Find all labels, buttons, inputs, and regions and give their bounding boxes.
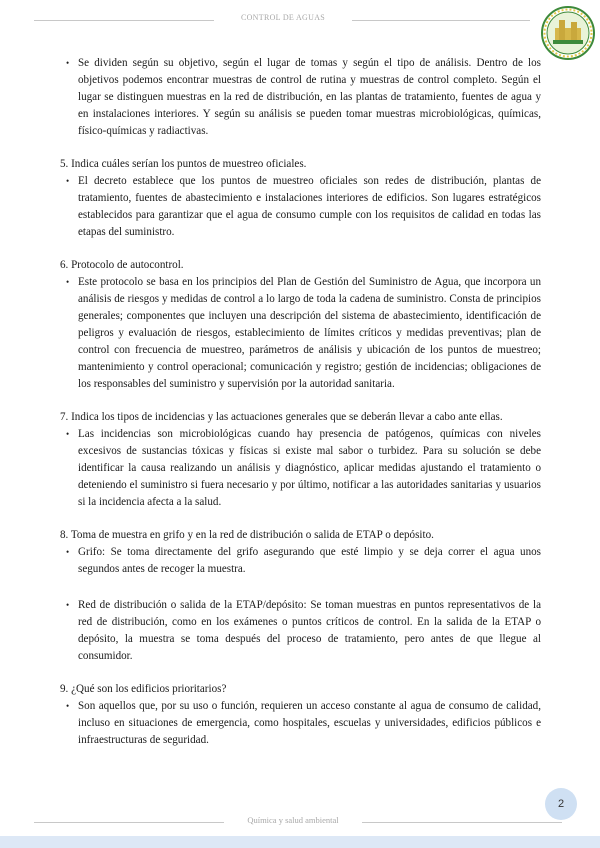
list-item [60, 544, 541, 578]
bullet-text: Las incidencias son microbiológicas cuando hay presencia de patógenos, químicas con niveles excesivos de sustancias tóxicas y físicas si existe mal sabor o turbidez. Para su solución se debe identificar la causa realizando un análisis y diagnóstico, aplicar medidas ajustando el tratamiento o deteniendo el suministro si fuera necesario y por último, notificar a las autoridades sanitarias y usuarios si la incidencia afecta a la salud. [78, 428, 541, 508]
bullet-icon: • [66, 600, 70, 610]
bullet-icon: • [66, 429, 70, 439]
question-title: 6. Protocolo de autocontrol. [60, 259, 184, 271]
bullet-icon: • [66, 277, 70, 287]
list-item [60, 698, 541, 749]
school-logo-icon [541, 6, 595, 60]
document-body [60, 55, 541, 749]
footer-rule-right [362, 822, 562, 823]
footer-rule-left [34, 822, 224, 823]
bullet-icon: • [66, 547, 70, 557]
list-item [60, 274, 541, 393]
page-number-badge: 2 [545, 788, 577, 820]
bottom-band [0, 836, 600, 848]
bullet-icon: • [66, 58, 70, 68]
question-title: 5. Indica cuáles serían los puntos de muestreo oficiales. [60, 158, 307, 170]
question-title: 9. ¿Qué son los edificios prioritarios? [60, 683, 227, 695]
bullet-text: Este protocolo se basa en los principios del Plan de Gestión del Suministro de Agua, que incorpora un análisis de riesgos y medidas de control a lo largo de toda la cadena de suministro. Consta de principios generales; componentes que incluyen una descripción del sistema de abastecimiento, identificación de peligros y evaluación de riesgos, establecimiento de límites críticos y medidas preventivas; plan de control con frecuencia de muestreo, parámetros de análisis y ubicación de los puntos de muestreo; mantenimiento y control operacional; comunicación y registro; gestión de incidencias; obligaciones de los responsables del suministro y supervisión por la autoridad sanitaria. [78, 276, 541, 390]
header-title: CONTROL DE AGUAS [240, 13, 326, 22]
bullet-icon: • [66, 701, 70, 711]
bullet-text: El decreto establece que los puntos de muestreo oficiales son redes de distribución, plantas de tratamiento, fuentes de abastecimiento e instalaciones interiores de edificios. Son lugares estratégicos establecidos para garantizar que el agua de consumo cumple con los requisitos de calidad en todas las etapas del suministro. [78, 175, 541, 238]
question-title: 8. Toma de muestra en grifo y en la red de distribución o salida de ETAP o depósito. [60, 529, 434, 541]
list-item [60, 426, 541, 511]
bullet-text: Red de distribución o salida de la ETAP/depósito: Se toman muestras en puntos representativos de la red de distribución, como en los exámenes o puntos críticos de control. En la salida de la ETAP o depósito, la muestra se toma después del proceso de tratamiento, pero antes de que llegue al consumidor. [78, 599, 541, 662]
footer-text: Química y salud ambiental [247, 815, 339, 825]
question-title: 7. Indica los tipos de incidencias y las actuaciones generales que se deberán llevar a cabo ante ellas. [60, 411, 503, 423]
header-rule-left [34, 20, 214, 21]
list-item [60, 597, 541, 665]
header-rule-right [352, 20, 530, 21]
list-item [60, 173, 541, 241]
bullet-text: Se dividen según su objetivo, según el lugar de tomas y según el tipo de análisis. Dentro de los objetivos podemos encontrar muestras de control de rutina y muestras de control completo. Según el lugar se distinguen muestras en la red de distribución, en las plantas de tratamiento, fuentes de agua y en instalaciones interiores. Y según su análisis se pueden tomar muestras microbiológicas, químicas, físico-químicas y radiactivas. [78, 57, 541, 137]
bullet-icon: • [66, 176, 70, 186]
bullet-text: Grifo: Se toma directamente del grifo asegurando que esté limpio y se deja correr el agua unos segundos antes de recoger la muestra. [78, 546, 541, 575]
bullet-text: Son aquellos que, por su uso o función, requieren un acceso constante al agua de consumo de calidad, incluso en situaciones de emergencia, como hospitales, escuelas y universidades, edificios públicos e infraestructuras de seguridad. [78, 700, 541, 746]
list-item [60, 55, 541, 140]
